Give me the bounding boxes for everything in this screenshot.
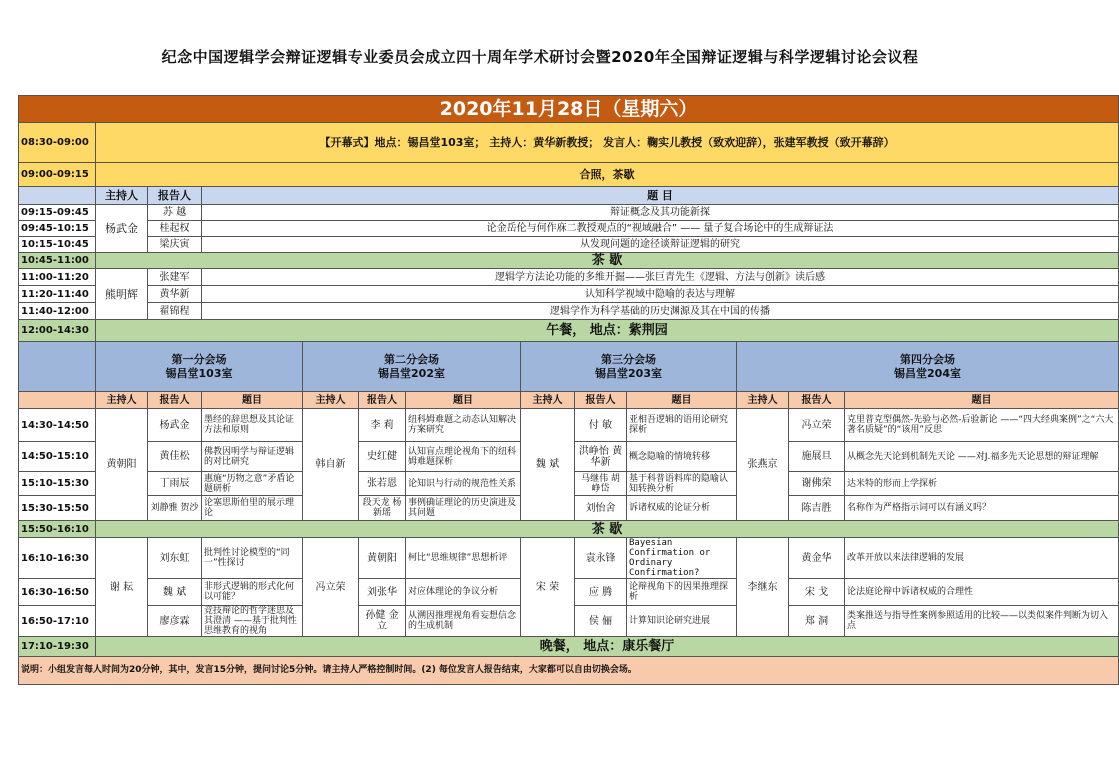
blank-cell (19, 392, 96, 409)
time-cell: 12:00-14:30 (19, 320, 96, 342)
header-reporter: 报告人 (359, 392, 406, 409)
header-topic: 题目 (406, 392, 521, 409)
topic-cell: 基于科普语料库的隐喻认知转换分析 (627, 472, 737, 496)
topic-cell: 逻辑学作为科学基础的历史渊源及其在中国的传播 (202, 303, 1119, 320)
venue-room: 锡昌堂103室 (165, 366, 233, 380)
reporter-cell: 刘张华 (359, 579, 406, 606)
blank-cell (19, 187, 96, 205)
time-cell: 11:40-12:00 (19, 303, 96, 320)
reporter-cell: 陈吉胜 (789, 496, 845, 521)
header-topic: 题目 (202, 392, 303, 409)
topic-cell: 纽科姆难题之动态认知解决方案研究 (406, 409, 521, 442)
venue1-host: 谢 耘 (96, 538, 148, 637)
topic-cell: 对应体理论的争议分析 (406, 579, 521, 606)
venue-name: 第二分会场 (384, 352, 439, 366)
venue4-host: 李继东 (737, 538, 789, 637)
plenary-header-row (19, 187, 1119, 205)
reporter-cell: 宋 戈 (789, 579, 845, 606)
topic-cell: 认知盲点理论视角下的纽科姆难题探析 (406, 442, 521, 472)
topic-cell: 名称作为严格指示词可以有涵义吗？ (845, 496, 1119, 521)
date-banner: 2020年11月28日（星期六） (19, 96, 1119, 123)
reporter-cell: 孙健 金立 (359, 606, 406, 637)
header-topic: 题目 (845, 392, 1119, 409)
reporter-cell: 袁永锋 (575, 538, 627, 579)
reporter-cell: 丁雨辰 (148, 472, 202, 496)
time-cell: 14:50-15:10 (19, 442, 96, 472)
time-cell: 09:45-10:15 (19, 221, 96, 237)
topic-cell: 从溯因推理视角看妄想信念的生成机制 (406, 606, 521, 637)
topic-cell: 竞技辩论的哲学迷思及其澄清 ——基于批判性思维教育的视角 (202, 606, 303, 637)
time-cell: 16:10-16:30 (19, 538, 96, 579)
reporter-cell: 洪峥怡 黄华新 (575, 442, 627, 472)
topic-cell: 改革开放以来法律逻辑的发展 (845, 538, 1119, 579)
venue-1 (96, 342, 303, 392)
reporter-cell: 杨武金 (148, 409, 202, 442)
venue-room: 锡昌堂202室 (378, 366, 445, 380)
reporter-cell: 冯立荣 (789, 409, 845, 442)
time-cell: 17:10-19:30 (19, 637, 96, 657)
time-cell: 09:00-09:15 (19, 163, 96, 187)
header-reporter: 报告人 (789, 392, 845, 409)
parallel-row (19, 409, 1119, 442)
session2-host: 熊明辉 (96, 269, 148, 320)
session2-row (19, 286, 1119, 303)
topic-cell: 从发现问题的途径谈辩证逻辑的研究 (202, 237, 1119, 253)
topic-cell: 论辩视角下的因果推理探析 (627, 579, 737, 606)
time-cell: 15:10-15:30 (19, 472, 96, 496)
reporter-cell: 桂起权 (148, 221, 202, 237)
topic-cell: 从概念先天论到机制先天论 ——对J.福多先天论思想的辩证理解 (845, 442, 1119, 472)
time-cell: 14:30-14:50 (19, 409, 96, 442)
venue4-host: 张燕京 (737, 409, 789, 521)
venue-room: 锡昌堂204室 (894, 366, 961, 380)
time-cell: 15:50-16:10 (19, 521, 96, 538)
photo-break: 合照，茶歇 (96, 163, 1119, 187)
tea-break: 茶 歇 (96, 521, 1119, 538)
reporter-cell: 翟锦程 (148, 303, 202, 320)
lunch-break: 午餐， 地点：紫荆园 (96, 320, 1119, 342)
venue-room: 锡昌堂203室 (595, 366, 662, 380)
dinner-row (19, 637, 1119, 657)
tea-row (19, 253, 1119, 269)
venue-2 (303, 342, 521, 392)
topic-cell: 非形式逻辑的形式化何以可能？ (202, 579, 303, 606)
time-cell: 10:15-10:45 (19, 237, 96, 253)
reporter-cell: 侯 俪 (575, 606, 627, 637)
venue1-host: 黄朝阳 (96, 409, 148, 521)
reporter-cell: 郑 洞 (789, 606, 845, 637)
time-cell: 11:00-11:20 (19, 269, 96, 286)
header-host: 主持人 (96, 187, 148, 205)
time-cell: 08:30-09:00 (19, 123, 96, 163)
topic-cell: 类案推送与指导性案例参照适用的比较——以类似案件判断为切入点 (845, 606, 1119, 637)
session2-row (19, 303, 1119, 320)
topic-cell: 概念隐喻的情境转移 (627, 442, 737, 472)
topic-cell: 墨经的辞思想及其论证方法和原则 (202, 409, 303, 442)
time-cell: 11:20-11:40 (19, 286, 96, 303)
lunch-row (19, 320, 1119, 342)
reporter-cell: 施展旦 (789, 442, 845, 472)
topic-cell: 辩证概念及其功能新探 (202, 205, 1119, 221)
opening-row (19, 123, 1119, 163)
reporter-cell: 史红健 (359, 442, 406, 472)
topic-cell: 逻辑学方法论功能的多维开掘——张巨青先生《逻辑、方法与创新》读后感 (202, 269, 1119, 286)
topic-cell: 亚相吾逻辑的语用论研究探析 (627, 409, 737, 442)
topic-cell: 批判性讨论模型的“同一”性探讨 (202, 538, 303, 579)
header-reporter: 报告人 (148, 392, 202, 409)
header-topic: 题目 (627, 392, 737, 409)
tea-break: 茶 歇 (96, 253, 1119, 269)
session2-row (19, 269, 1119, 286)
session1-row (19, 237, 1119, 253)
tea-row (19, 521, 1119, 538)
session1-host: 杨武金 (96, 205, 148, 253)
topic-cell: 事例确证理论的历史演进及其问题 (406, 496, 521, 521)
reporter-cell: 黄华新 (148, 286, 202, 303)
reporter-cell: 梁庆寅 (148, 237, 202, 253)
topic-cell: 论知识与行动的规范性关系 (406, 472, 521, 496)
page-title: 纪念中国逻辑学会辩证逻辑专业委员会成立四十周年学术研讨会暨2020年全国辩证逻辑与科学逻辑讨论会议程 (161, 48, 919, 66)
reporter-cell: 张建军 (148, 269, 202, 286)
reporter-cell: 黄朝阳 (359, 538, 406, 579)
topic-cell: 认知科学视域中隐喻的表达与理解 (202, 286, 1119, 303)
venue2-host: 韩自新 (303, 409, 359, 521)
reporter-cell: 马继伟 胡峥岱 (575, 472, 627, 496)
header-reporter: 报告人 (148, 187, 202, 205)
venue-name: 第三分会场 (601, 352, 656, 366)
header-host: 主持人 (303, 392, 359, 409)
topic-cell: 论金岳伦与何作庥二教授观点的“视域融合” —— 量子复合场论中的生成辩证法 (202, 221, 1119, 237)
topic-cell: Bayesian Confirmation or Ordinary Confirmation? (627, 538, 737, 579)
topic-cell: 柯比“思维规律”思想析评 (406, 538, 521, 579)
topic-cell: 克里普克型偶然-先验与必然-后验新论 ——“四大经典案例”之“六大著名质疑”的“该用”反思 (845, 409, 1119, 442)
venue-name: 第一分会场 (171, 352, 227, 366)
reporter-cell: 刘静雅 贺沙 (148, 496, 202, 521)
agenda-table (18, 95, 1119, 685)
reporter-cell: 段天龙 杨新瑶 (359, 496, 406, 521)
reporter-cell: 应 腾 (575, 579, 627, 606)
header-host: 主持人 (521, 392, 575, 409)
venue3-host: 魏 斌 (521, 409, 575, 521)
reporter-cell: 刘东虹 (148, 538, 202, 579)
reporter-cell: 黄佳松 (148, 442, 202, 472)
topic-cell: 佛教因明学与辩证逻辑的对比研究 (202, 442, 303, 472)
reporter-cell: 张若恩 (359, 472, 406, 496)
venue-name: 第四分会场 (900, 352, 956, 366)
header-reporter: 报告人 (575, 392, 627, 409)
session1-row (19, 221, 1119, 237)
header-host: 主持人 (737, 392, 789, 409)
blank-cell (19, 342, 96, 392)
venue-4 (737, 342, 1119, 392)
opening-ceremony: 【开幕式】地点：锡昌堂103室； 主持人：黄华新教授； 发言人：鞠实儿教授（致欢迎辞），张建军教授（致开幕辞） (96, 123, 1119, 163)
venue-3 (521, 342, 737, 392)
topic-cell: 惠施“历物之意”矛盾论题研析 (202, 472, 303, 496)
reporter-cell: 黄金华 (789, 538, 845, 579)
sub-header-row (19, 392, 1119, 409)
venue3-host: 宋 荣 (521, 538, 575, 637)
venue-row (19, 342, 1119, 392)
time-cell: 10:45-11:00 (19, 253, 96, 269)
topic-cell: 论法庭论辩中诉诸权威的合理性 (845, 579, 1119, 606)
reporter-cell: 付 敏 (575, 409, 627, 442)
note-row (19, 657, 1119, 685)
footnote: 说明：小组发言每人时间为20分钟，其中，发言15分钟，提问讨论5分钟。请主持人严格控制时间。(2) 每位发言人报告结束，大家都可以自由切换会场。 (19, 657, 1119, 685)
dinner-break: 晚餐， 地点：康乐餐厅 (96, 637, 1119, 657)
topic-cell: 达米特的形而上学探析 (845, 472, 1119, 496)
time-cell: 09:15-09:45 (19, 205, 96, 221)
photo-row (19, 163, 1119, 187)
topic-cell: 计算知识论研究进展 (627, 606, 737, 637)
header-topic: 题 目 (202, 187, 1119, 205)
reporter-cell: 廖彦霖 (148, 606, 202, 637)
reporter-cell: 苏 越 (148, 205, 202, 221)
parallel-row (19, 538, 1119, 579)
date-row (19, 96, 1119, 123)
session1-row (19, 205, 1119, 221)
venue2-host: 冯立荣 (303, 538, 359, 637)
topic-cell: 诉诸权威的论证分析 (627, 496, 737, 521)
time-cell: 15:30-15:50 (19, 496, 96, 521)
reporter-cell: 刘怡舍 (575, 496, 627, 521)
reporter-cell: 魏 斌 (148, 579, 202, 606)
time-cell: 16:50-17:10 (19, 606, 96, 637)
reporter-cell: 李 莉 (359, 409, 406, 442)
reporter-cell: 谢佛荣 (789, 472, 845, 496)
header-host: 主持人 (96, 392, 148, 409)
topic-cell: 论塞思斯伯里的展示理论 (202, 496, 303, 521)
time-cell: 16:30-16:50 (19, 579, 96, 606)
